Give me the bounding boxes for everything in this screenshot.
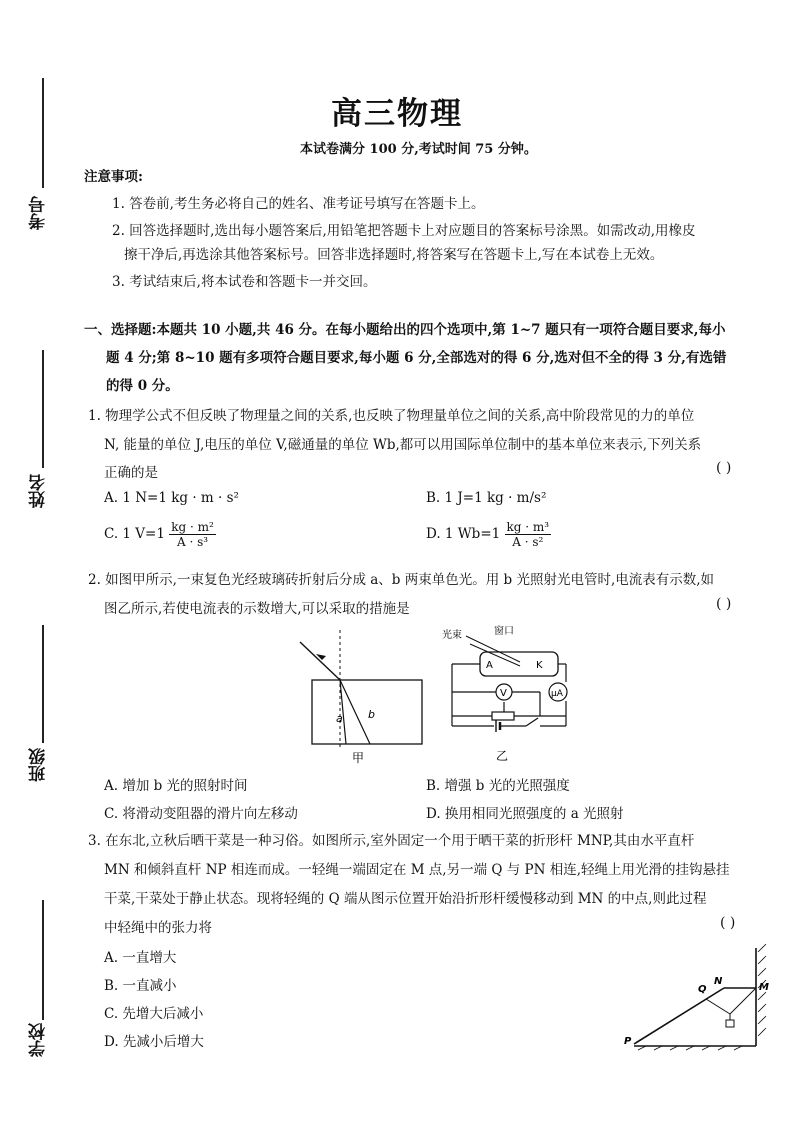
q1-line-2: N, 能量的单位 J,电压的单位 V,磁通量的单位 Wb,都可以用国际单位制中的基本单位来表示,下列关系 <box>104 437 702 453</box>
point-q-label: Q <box>698 984 707 995</box>
q1-option-c-denominator: A · s³ <box>177 535 209 549</box>
q1-option-d-denominator: A · s² <box>512 535 544 549</box>
q3-line-3: 干菜,干菜处于静止状态。现将轻绳的 Q 端从图示位置开始沿折形杆缓慢移动到 MN 的中点,则此过程 <box>104 891 707 907</box>
figure-yi-circuit <box>440 622 580 768</box>
q1-option-d <box>426 520 551 549</box>
kaohao-label: 考号 <box>29 196 49 230</box>
ray-b-label: b <box>368 708 375 721</box>
q3-option-c: C. 先增大后减小 <box>104 1006 204 1022</box>
q3-answer-paren: ( ) <box>720 915 736 931</box>
q1-option-a: A. 1 N=1 kg · m · s² <box>104 490 239 506</box>
figure-jia-refraction <box>296 630 436 768</box>
xuexiao-label: 学校 <box>29 1023 49 1057</box>
binding-line-2 <box>42 350 44 468</box>
q3-option-d: D. 先减小后增大 <box>104 1034 204 1050</box>
xingming-label: 姓名 <box>29 474 49 508</box>
section-1-line-3: 的得 0 分。 <box>106 378 179 394</box>
q2-line-1: 2. 如图甲所示,一束复色光经玻璃砖折射后分成 a、b 两束单色光。用 b 光照射光电管时,电流表有示数,如 <box>88 572 715 588</box>
q1-option-d-fraction <box>505 520 552 549</box>
point-m-label: M <box>759 982 769 993</box>
window-label: 窗口 <box>494 626 514 637</box>
binding-line-4 <box>42 900 44 1020</box>
ray-a-label: a <box>336 712 343 725</box>
q2-option-c: C. 将滑动变阻器的滑片向左移动 <box>104 806 298 822</box>
q2-answer-paren: ( ) <box>716 596 732 612</box>
q3-line-4: 中轻绳中的张力将 <box>104 920 212 936</box>
point-p-label: P <box>624 1036 632 1047</box>
voltmeter-label: V <box>500 688 507 699</box>
page-title: 高三物理 <box>331 96 463 132</box>
section-1-line-2: 题 4 分;第 8~10 题有多项符合题目要求,每小题 6 分,全部选对的得 6 分,选对但不全的得 3 分,有选错 <box>106 350 727 366</box>
microammeter-label: μA <box>551 689 563 699</box>
q1-answer-paren: ( ) <box>716 460 732 476</box>
q1-line-3: 正确的是 <box>104 465 158 481</box>
figure-jia-caption: 甲 <box>352 751 365 765</box>
binding-line-3 <box>42 625 44 743</box>
q3-option-a: A. 一直增大 <box>104 950 177 966</box>
exam-info: 本试卷满分 100 分,考试时间 75 分钟。 <box>300 142 537 157</box>
q1-option-c-fraction <box>169 520 216 549</box>
note-3: 3. 考试结束后,将本试卷和答题卡一并交回。 <box>112 274 377 290</box>
q2-option-d: D. 换用相同光照强度的 a 光照射 <box>426 806 624 822</box>
banji-label: 班级 <box>29 748 49 782</box>
point-n-label: N <box>714 976 723 987</box>
anode-label: A <box>486 660 493 671</box>
note-2-line-1: 2. 回答选择题时,选出每小题答案后,用铅笔把答题卡上对应题目的答案标号涂黑。如需改动,用橡皮 <box>112 223 696 239</box>
q1-option-b: B. 1 J=1 kg · m/s² <box>426 490 547 506</box>
q3-line-1: 3. 在东北,立秋后晒干菜是一种习俗。如图所示,室外固定一个用于晒干菜的折形杆 MNP,其由水平直杆 <box>88 833 695 849</box>
figure-yi-caption: 乙 <box>496 749 509 763</box>
q3-option-b: B. 一直减小 <box>104 978 177 994</box>
section-1-line-1: 一、选择题:本题共 10 小题,共 46 分。在每小题给出的四个选项中,第 1~7 题只有一项符合题目要求,每小 <box>84 322 726 338</box>
cathode-label: K <box>536 660 543 671</box>
figure-folded-rod <box>620 940 770 1060</box>
q1-option-c <box>104 520 216 549</box>
note-1: 1. 答卷前,考生务必将自己的姓名、准考证号填写在答题卡上。 <box>112 196 485 212</box>
q1-option-d-prefix: D. 1 Wb=1 <box>426 526 501 542</box>
q2-option-b: B. 增强 b 光的光照强度 <box>426 778 570 794</box>
note-2-line-2: 擦干净后,再选涂其他答案标号。回答非选择题时,将答案写在答题卡上,写在本试卷上无效。 <box>124 247 664 263</box>
q3-line-2: MN 和倾斜直杆 NP 相连而成。一轻绳一端固定在 M 点,另一端 Q 与 PN 相连,轻绳上用光滑的挂钩悬挂 <box>104 862 730 878</box>
q1-line-1: 1. 物理学公式不但反映了物理量之间的关系,也反映了物理量单位之间的关系,高中阶段常见的力的单位 <box>88 408 695 424</box>
q1-option-d-numerator: kg · m³ <box>506 520 550 534</box>
q2-option-a: A. 增加 b 光的照射时间 <box>104 778 248 794</box>
notes-heading: 注意事项: <box>84 169 143 185</box>
q1-option-c-prefix: C. 1 V=1 <box>104 526 165 542</box>
beam-label: 光束 <box>442 630 462 641</box>
q1-option-c-numerator: kg · m² <box>171 520 214 534</box>
q2-line-2: 图乙所示,若使电流表的示数增大,可以采取的措施是 <box>104 601 410 617</box>
